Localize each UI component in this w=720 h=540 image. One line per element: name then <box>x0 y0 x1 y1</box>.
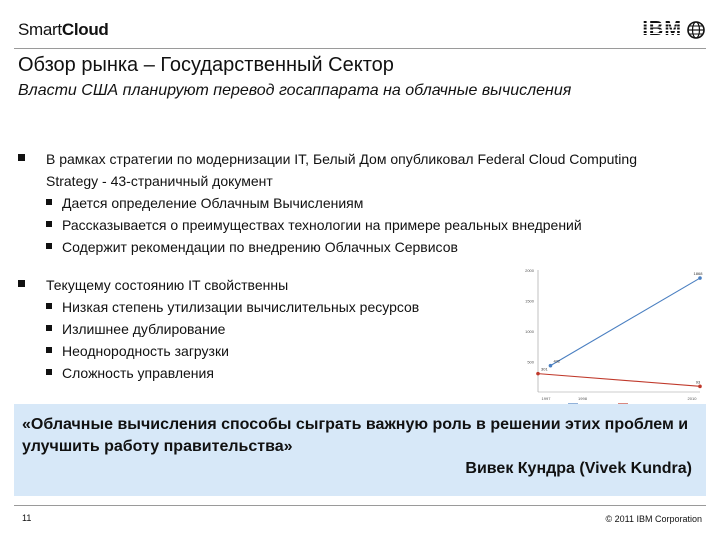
chart-point <box>698 276 702 280</box>
page-title: Обзор рынка – Государственный Сектор <box>18 54 394 76</box>
page-subtitle: Власти США планируют перевод госаппарата на облачные вычисления <box>18 82 572 99</box>
sub-bullet-text: Рассказывается о преимуществах технологии на примере реальных внедрений <box>62 217 582 233</box>
quote-author: Вивек Кундра (Vivek Kundra) <box>465 460 692 477</box>
quote-text: «Облачные вычисления способы сыграть важную роль в решении этих проблем и улучшить работу правительства» <box>22 416 689 455</box>
chart-point <box>698 385 702 389</box>
logo-suffix: Cloud <box>61 20 109 39</box>
chart-x-tick-label: 2010 <box>687 396 697 401</box>
chart-svg <box>508 262 708 408</box>
sub-bullet-text: Неоднородность загрузки <box>62 343 229 359</box>
chart-data-label: 432 <box>553 358 561 364</box>
logo-prefix: Smart <box>18 20 62 39</box>
chart-data-label: 1868 <box>693 271 703 277</box>
bullet-marker <box>18 154 25 161</box>
bullet-marker <box>46 325 52 331</box>
footer-divider <box>14 505 706 506</box>
bullet-marker <box>18 280 25 287</box>
chart-x-tick-label: 1998 <box>578 396 587 401</box>
chart-data-label: 93 <box>695 379 701 385</box>
bullet-marker <box>46 347 52 353</box>
bullet-marker <box>46 199 52 205</box>
sub-bullet-text: Сложность управления <box>62 365 214 381</box>
bullet-marker <box>46 303 52 309</box>
page-number: 11 <box>22 513 32 523</box>
bullet-text: Текущему состоянию IT свойственны <box>46 277 289 293</box>
chart-y-tick-label: 2000 <box>525 268 534 273</box>
copyright: © 2011 IBM Corporation <box>605 514 702 524</box>
header-divider <box>14 48 706 49</box>
chart-y-tick-label: 500 <box>527 359 534 365</box>
bullet-marker <box>46 221 52 227</box>
chart-data-label: 301 <box>541 366 548 372</box>
chart-series-line <box>550 278 700 366</box>
bullet-marker <box>46 369 52 375</box>
sub-bullet-item <box>46 214 678 236</box>
bullet-marker <box>46 243 52 249</box>
sub-bullet-text: Низкая степень утилизации вычислительных ресурсов <box>62 299 420 315</box>
chart-y-tick-label: 1500 <box>525 298 534 304</box>
globe-icon <box>686 20 706 40</box>
chart-y-tick-label: 1000 <box>525 329 534 334</box>
header <box>0 0 720 48</box>
chart-x-tick-label: 1997 <box>541 396 551 401</box>
sub-bullet-text: Дается определение Облачным Вычислениям <box>62 195 364 211</box>
chart-point <box>536 372 540 376</box>
ibm-logo <box>642 18 706 41</box>
smartcloud-logo <box>18 20 109 40</box>
sub-bullet-item <box>46 192 678 214</box>
sub-bullet-text: Излишнее дублирование <box>62 321 226 337</box>
chart-point <box>549 364 553 368</box>
sub-bullet-item <box>46 236 678 258</box>
bullet-text: В рамках стратегии по модернизации IT, Белый Дом опубликовал Federal Cloud Computing Strategy - 43-страничный документ <box>46 151 637 189</box>
chart-series-line <box>538 374 700 387</box>
sub-bullet-text: Содержит рекомендации по внедрению Облачных Сервисов <box>62 239 458 255</box>
ibm-wordmark: IBM <box>642 18 682 40</box>
bullet-item <box>18 148 678 258</box>
data-center-chart <box>508 262 708 408</box>
